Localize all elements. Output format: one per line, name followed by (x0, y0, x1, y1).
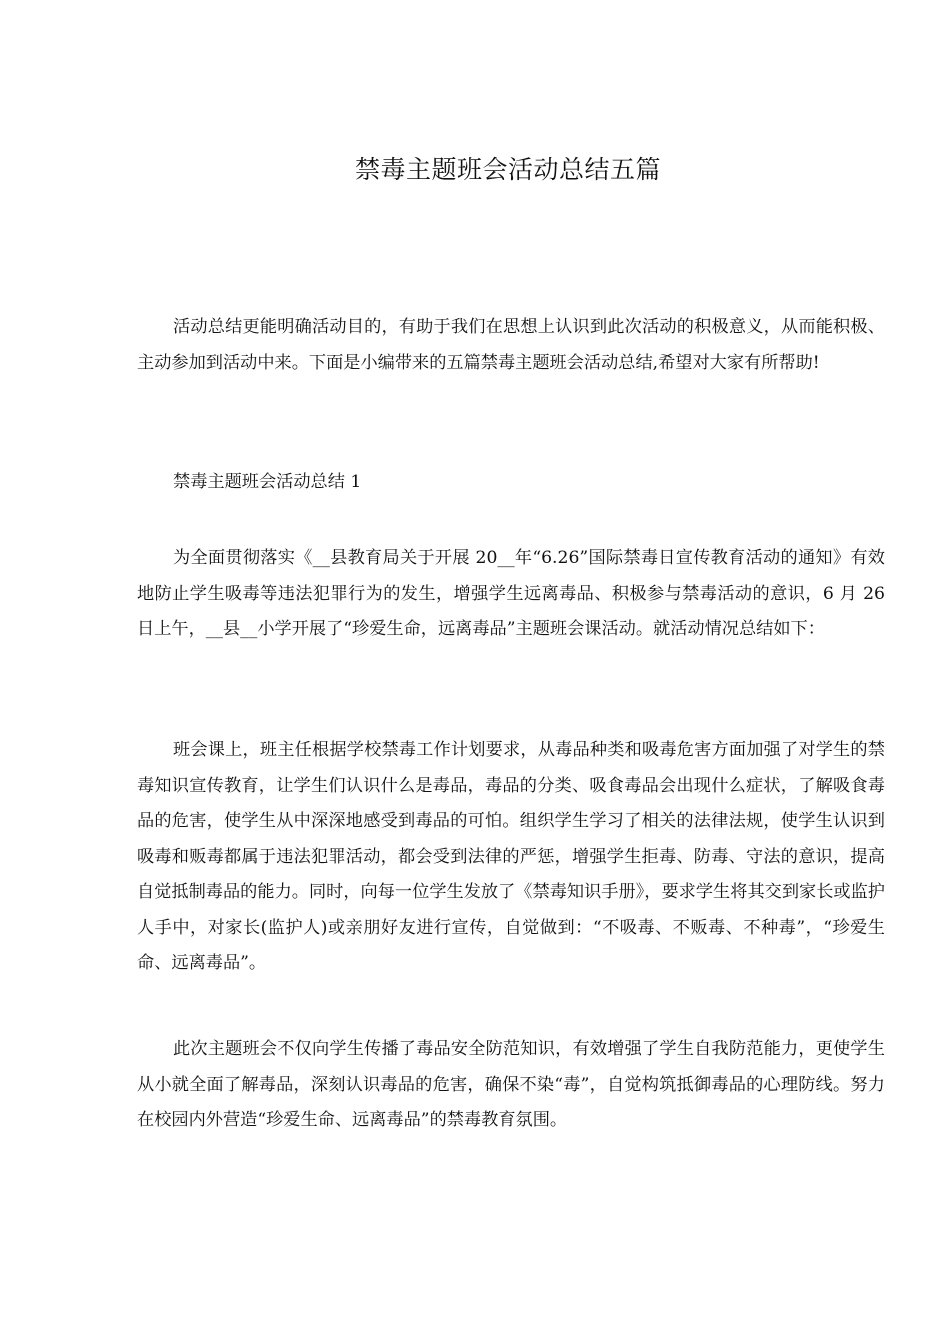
section-heading: 禁毒主题班会活动总结 1 (173, 472, 362, 492)
body-paragraph: 为全面贯彻落实《__县教育局关于开展 20__年“6.26”国际禁毒日宣传教育活动的通知》有效地防止学生吸毒等违法犯罪行为的发生，增强学生远离毒品、积极参与禁毒活动的意识，6 月 26 日上午，__县__小学开展了“珍爱生命，远离毒品”主题班会课活动。就活动情况总结如下： (137, 548, 885, 639)
body-paragraph: 此次主题班会不仅向学生传播了毒品安全防范知识，有效增强了学生自我防范能力，更使学生从小就全面了解毒品，深刻认识毒品的危害，确保不染“毒”，自觉构筑抵御毒品的心理防线。努力在校园内外营造“珍爱生命、远离毒品”的禁毒教育氛围。 (137, 1039, 885, 1130)
body-paragraph: 班会课上，班主任根据学校禁毒工作计划要求，从毒品种类和吸毒危害方面加强了对学生的禁毒知识宣传教育，让学生们认识什么是毒品，毒品的分类、吸食毒品会出现什么症状，了解吸食毒品的危害，使学生从中深深地感受到毒品的可怕。组织学生学习了相关的法律法规，使学生认识到吸毒和贩毒都属于违法犯罪活动，都会受到法律的严惩，增强学生拒毒、防毒、守法的意识，提高自觉抵制毒品的能力。同时，向每一位学生发放了《禁毒知识手册》，要求学生将其交到家长或监护人手中，对家长(监护人)或亲朋好友进行宣传，自觉做到：“不吸毒、不贩毒、不种毒”，“珍爱生命、远离毒品”。 (137, 740, 885, 973)
intro-paragraph: 活动总结更能明确活动目的，有助于我们在思想上认识到此次活动的积极意义，从而能积极、主动参加到活动中来。下面是小编带来的五篇禁毒主题班会活动总结,希望对大家有所帮助! (137, 317, 885, 373)
document-title: 禁毒主题班会活动总结五篇 (354, 155, 661, 184)
